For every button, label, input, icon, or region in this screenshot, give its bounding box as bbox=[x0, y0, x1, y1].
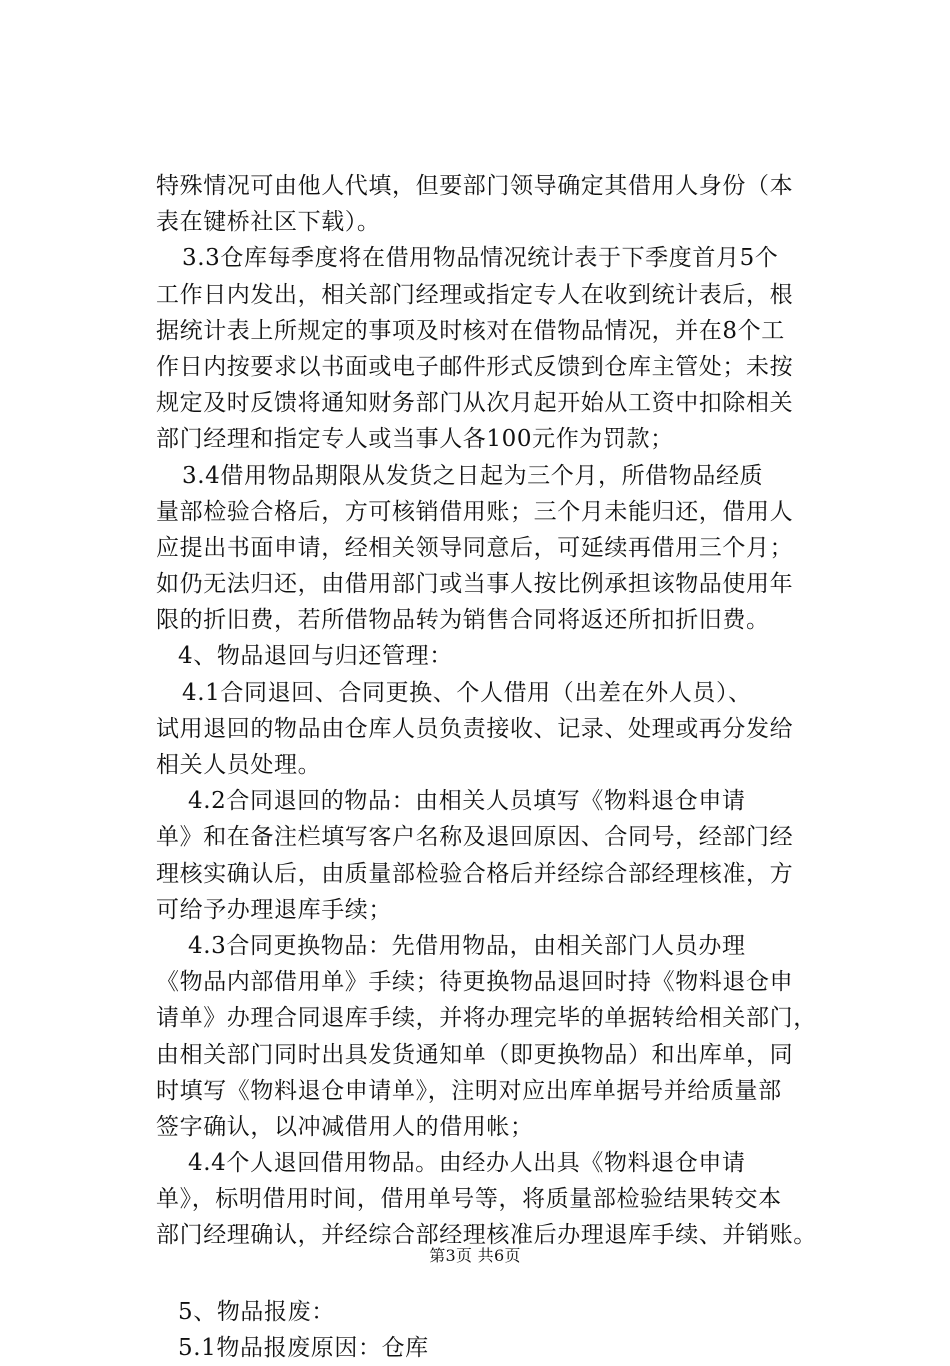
paragraph-line: 应提出书面申请，经相关领导同意后，可延续再借用三个月； bbox=[156, 534, 794, 561]
paragraph-line: 单》和在备注栏填写客户名称及退回原因、合同号，经部门经 bbox=[156, 824, 794, 851]
paragraph-line: 4.3合同更换物品：先借用物品，由相关部门人员办理 bbox=[188, 932, 746, 959]
paragraph-line: 工作日内发出，相关部门经理或指定专人在收到统计表后，根 bbox=[156, 281, 794, 308]
paragraph-line: 量部检验合格后，方可核销借用账；三个月未能归还，借用人 bbox=[156, 498, 794, 525]
paragraph-line: 部门经理确认，并经综合部经理核准后办理退库手续、并销账。 bbox=[156, 1222, 817, 1249]
paragraph-line: 签字确认，以冲减借用人的借用帐； bbox=[156, 1113, 534, 1140]
paragraph-line: 由相关部门同时出具发货通知单（即更换物品）和出库单，同 bbox=[156, 1041, 794, 1068]
paragraph-line: 4.4个人退回借用物品。由经办人出具《物料退仓申请 bbox=[188, 1150, 746, 1177]
paragraph-line: 时填写《物料退仓申请单》，注明对应出库单据号并给质量部 bbox=[156, 1077, 782, 1104]
paragraph-line: 表在键桥社区下载）。 bbox=[156, 209, 381, 236]
paragraph-line: 限的折旧费，若所借物品转为销售合同将返还所扣折旧费。 bbox=[156, 607, 770, 634]
paragraph-line: 请单》办理合同退库手续，并将办理完毕的单据转给相关部门， bbox=[156, 1005, 817, 1032]
paragraph-line: 3.4借用物品期限从发货之日起为三个月，所借物品经质 bbox=[182, 462, 764, 489]
page-footer: 第3页 共6页 bbox=[429, 1246, 521, 1265]
paragraph-line: 可给予办理退库手续； bbox=[156, 896, 392, 923]
paragraph-line: 3.3仓库每季度将在借用物品情况统计表于下季度首月5个 bbox=[182, 245, 779, 272]
paragraph-line: 4.2合同退回的物品：由相关人员填写《物料退仓申请 bbox=[188, 788, 746, 815]
paragraph-line: 部门经理和指定专人或当事人各100元作为罚款； bbox=[156, 426, 674, 453]
paragraph-line: 单》，标明借用时间，借用单号等，将质量部检验结果转交本 bbox=[156, 1186, 782, 1213]
section-heading: 4、物品退回与归还管理： bbox=[178, 643, 453, 670]
section-heading: 5、物品报废： bbox=[178, 1298, 335, 1325]
paragraph-line: 据统计表上所规定的事项及时核对在借物品情况，并在8个工 bbox=[156, 317, 785, 344]
paragraph-line: 规定及时反馈将通知财务部门从次月起开始从工资中扣除相关 bbox=[156, 390, 794, 417]
paragraph-line: 如仍无法归还，由借用部门或当事人按比例承担该物品使用年 bbox=[156, 571, 794, 598]
paragraph-line: 特殊情况可由他人代填，但要部门领导确定其借用人身份（本 bbox=[156, 173, 794, 199]
paragraph-line: 4.1合同退回、合同更换、个人借用（出差在外人员）、 bbox=[182, 679, 752, 706]
document-body bbox=[156, 168, 856, 1366]
paragraph-line: 作日内按要求以书面或电子邮件形式反馈到仓库主管处；未按 bbox=[156, 353, 794, 380]
paragraph-line: 5.1物品报废原因：仓库 bbox=[178, 1334, 429, 1361]
paragraph-line: 相关人员处理。 bbox=[156, 752, 322, 778]
paragraph-line: 理核实确认后，由质量部检验合格后并经综合部经理核准，方 bbox=[156, 860, 794, 887]
paragraph-line: 《物品内部借用单》手续；待更换物品退回时持《物料退仓申 bbox=[156, 969, 794, 996]
paragraph-line: 试用退回的物品由仓库人员负责接收、记录、处理或再分发给 bbox=[156, 715, 794, 742]
